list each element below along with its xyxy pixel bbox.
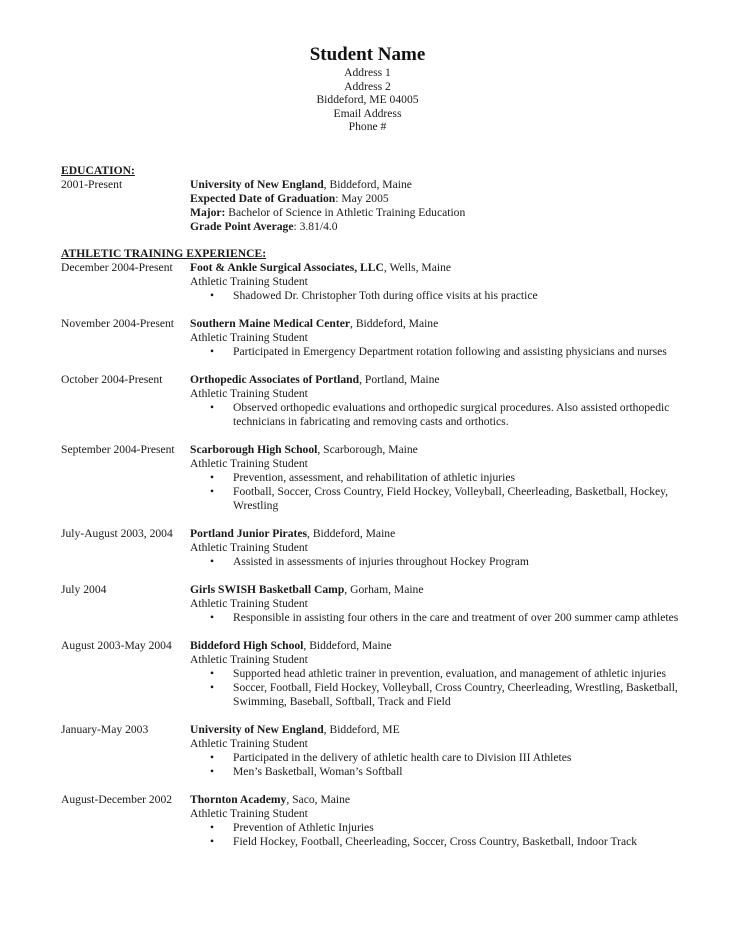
bullet-text: Assisted in assessments of injuries throughout Hockey Program — [233, 555, 529, 568]
graduation-label: Expected Date of Graduation — [190, 192, 336, 205]
experience-heading: ATHLETIC TRAINING EXPERIENCE: — [61, 247, 267, 260]
organization-location: , Biddeford, Maine — [303, 639, 392, 652]
experience-date: November 2004-Present — [61, 317, 175, 330]
experience-organization — [190, 261, 681, 275]
bullet-item — [190, 555, 681, 569]
bullet-item — [190, 401, 681, 429]
experience-role: Athletic Training Student — [190, 387, 308, 400]
experience-bullets — [190, 555, 681, 569]
organization-location: , Gorham, Maine — [344, 583, 424, 596]
bullet-icon: • — [210, 611, 215, 624]
organization-name: Thornton Academy — [190, 793, 287, 806]
phone-number: Phone # — [348, 120, 387, 133]
organization-name: Biddeford High School — [190, 639, 304, 652]
experience-entry — [61, 583, 681, 625]
bullet-icon: • — [210, 345, 215, 358]
experience-date: January-May 2003 — [61, 723, 149, 736]
bullet-text: Field Hockey, Football, Cheerleading, Soccer, Cross Country, Basketball, Indoor Track — [233, 835, 638, 848]
student-name: Student Name — [309, 44, 426, 65]
education-school — [190, 178, 681, 192]
bullet-text: Prevention of Athletic Injuries — [233, 821, 374, 834]
experience-role: Athletic Training Student — [190, 331, 308, 344]
bullet-text: Soccer, Football, Field Hockey, Volleyball, Cross Country, Cheerleading, Wrestling, Basketball, Swimming, Baseball, Softball, Track and Field — [233, 681, 678, 708]
experience-date: August-December 2002 — [61, 793, 173, 806]
entry-spacer — [61, 625, 681, 639]
experience-bullets — [190, 289, 681, 303]
bullet-text: Football, Soccer, Cross Country, Field Hockey, Volleyball, Cheerleading, Basketball, Hockey, Wrestling — [233, 485, 669, 512]
experience-entry — [61, 723, 681, 779]
address-line-1: Address 1 — [344, 66, 391, 79]
entry-spacer — [61, 359, 681, 373]
organization-name: University of New England — [190, 723, 324, 736]
bullet-item — [190, 289, 681, 303]
organization-location: , Saco, Maine — [286, 793, 351, 806]
school-name: University of New England — [190, 178, 324, 191]
bullet-text: Prevention, assessment, and rehabilitation of athletic injuries — [233, 471, 516, 484]
address-line-2: Address 2 — [344, 79, 391, 93]
experience-bullets — [190, 751, 681, 779]
experience-date: December 2004-Present — [61, 261, 173, 274]
email-address: Email Address — [333, 106, 402, 120]
education-heading: EDUCATION: — [61, 164, 135, 177]
experience-organization — [190, 443, 681, 457]
organization-location: , Biddeford, Maine — [307, 527, 396, 540]
bullet-text: Shadowed Dr. Christopher Toth during office visits at his practice — [233, 289, 538, 302]
experience-organization — [190, 793, 681, 807]
school-location: , Biddeford, Maine — [323, 178, 412, 191]
experience-role: Athletic Training Student — [190, 653, 308, 666]
experience-list — [61, 261, 681, 849]
bullet-item — [190, 835, 681, 849]
experience-date: July-August 2003, 2004 — [61, 527, 173, 540]
experience-date: July 2004 — [61, 583, 107, 596]
bullet-text: Men’s Basketball, Woman’s Softball — [233, 765, 403, 778]
experience-entry — [61, 527, 681, 569]
bullet-icon: • — [210, 555, 215, 568]
experience-role: Athletic Training Student — [190, 737, 308, 750]
experience-organization — [190, 583, 681, 597]
bullet-icon: • — [210, 835, 215, 848]
entry-spacer — [61, 569, 681, 583]
experience-entry — [61, 261, 681, 303]
experience-entry — [61, 373, 681, 429]
experience-bullets — [190, 821, 681, 849]
experience-role: Athletic Training Student — [190, 275, 308, 288]
entry-spacer — [61, 303, 681, 317]
bullet-icon: • — [210, 681, 215, 694]
experience-organization — [190, 527, 681, 541]
bullet-item — [190, 765, 681, 779]
experience-section — [61, 247, 681, 849]
bullet-item — [190, 345, 681, 359]
experience-organization — [190, 723, 681, 737]
organization-name: Scarborough High School — [190, 443, 318, 456]
experience-role: Athletic Training Student — [190, 597, 308, 610]
organization-location: , Portland, Maine — [359, 373, 440, 386]
organization-location: , Biddeford, ME — [323, 723, 400, 736]
bullet-item — [190, 611, 681, 625]
experience-entry — [61, 639, 681, 709]
experience-organization — [190, 373, 681, 387]
bullet-text: Responsible in assisting four others in the care and treatment of over 200 summer camp athletes — [233, 611, 679, 624]
organization-name: Southern Maine Medical Center — [190, 317, 351, 330]
resume-header — [0, 44, 735, 134]
experience-organization — [190, 639, 681, 653]
bullet-icon: • — [210, 289, 215, 302]
bullet-item — [190, 821, 681, 835]
bullet-text: Supported head athletic trainer in prevention, evaluation, and management of athletic injuries — [233, 667, 667, 680]
education-date: 2001-Present — [61, 178, 123, 191]
bullet-text: Participated in the delivery of athletic health care to Division III Athletes — [233, 751, 572, 764]
bullet-icon: • — [210, 765, 215, 778]
experience-entry — [61, 317, 681, 359]
experience-bullets — [190, 471, 681, 513]
entry-spacer — [61, 429, 681, 443]
experience-role: Athletic Training Student — [190, 457, 308, 470]
experience-date: October 2004-Present — [61, 373, 163, 386]
bullet-icon: • — [210, 751, 215, 764]
education-entry — [61, 178, 681, 234]
bullet-icon: • — [210, 821, 215, 834]
experience-bullets — [190, 345, 681, 359]
organization-name: Orthopedic Associates of Portland — [190, 373, 360, 386]
gpa-label: Grade Point Average — [190, 220, 294, 233]
experience-entry — [61, 793, 681, 849]
graduation-value: : May 2005 — [335, 192, 389, 205]
bullet-item — [190, 751, 681, 765]
gpa — [190, 220, 681, 234]
graduation-date — [190, 192, 681, 206]
bullet-icon: • — [210, 471, 215, 484]
experience-date: August 2003-May 2004 — [61, 639, 172, 652]
major-value: Bachelor of Science in Athletic Training Education — [225, 206, 466, 219]
major-label: Major: — [190, 206, 226, 219]
education-section — [61, 164, 681, 234]
bullet-item — [190, 681, 681, 709]
organization-location: , Scarborough, Maine — [317, 443, 418, 456]
bullet-item — [190, 485, 681, 513]
organization-name: Girls SWISH Basketball Camp — [190, 583, 345, 596]
entry-spacer — [61, 779, 681, 793]
bullet-text: Observed orthopedic evaluations and orthopedic surgical procedures. Also assisted orthopedic technicians in fabricating and removing casts and orthotics. — [233, 401, 670, 428]
experience-entry — [61, 443, 681, 513]
bullet-item — [190, 667, 681, 681]
bullet-icon: • — [210, 401, 215, 414]
experience-organization — [190, 317, 681, 331]
experience-bullets — [190, 401, 681, 429]
organization-location: , Biddeford, Maine — [350, 317, 439, 330]
bullet-text: Participated in Emergency Department rotation following and assisting physicians and nurses — [233, 345, 667, 358]
entry-spacer — [61, 709, 681, 723]
organization-name: Portland Junior Pirates — [190, 527, 308, 540]
entry-spacer — [61, 513, 681, 527]
bullet-icon: • — [210, 667, 215, 680]
experience-role: Athletic Training Student — [190, 807, 308, 820]
experience-date: September 2004-Present — [61, 443, 175, 456]
city-state-zip: Biddeford, ME 04005 — [316, 93, 419, 106]
experience-bullets — [190, 667, 681, 709]
gpa-value: : 3.81/4.0 — [293, 220, 338, 233]
major — [190, 206, 681, 220]
experience-bullets — [190, 611, 681, 625]
bullet-item — [190, 471, 681, 485]
bullet-icon: • — [210, 485, 215, 498]
organization-location: , Wells, Maine — [383, 261, 452, 274]
organization-name: Foot & Ankle Surgical Associates, LLC — [190, 261, 384, 274]
experience-role: Athletic Training Student — [190, 541, 308, 554]
